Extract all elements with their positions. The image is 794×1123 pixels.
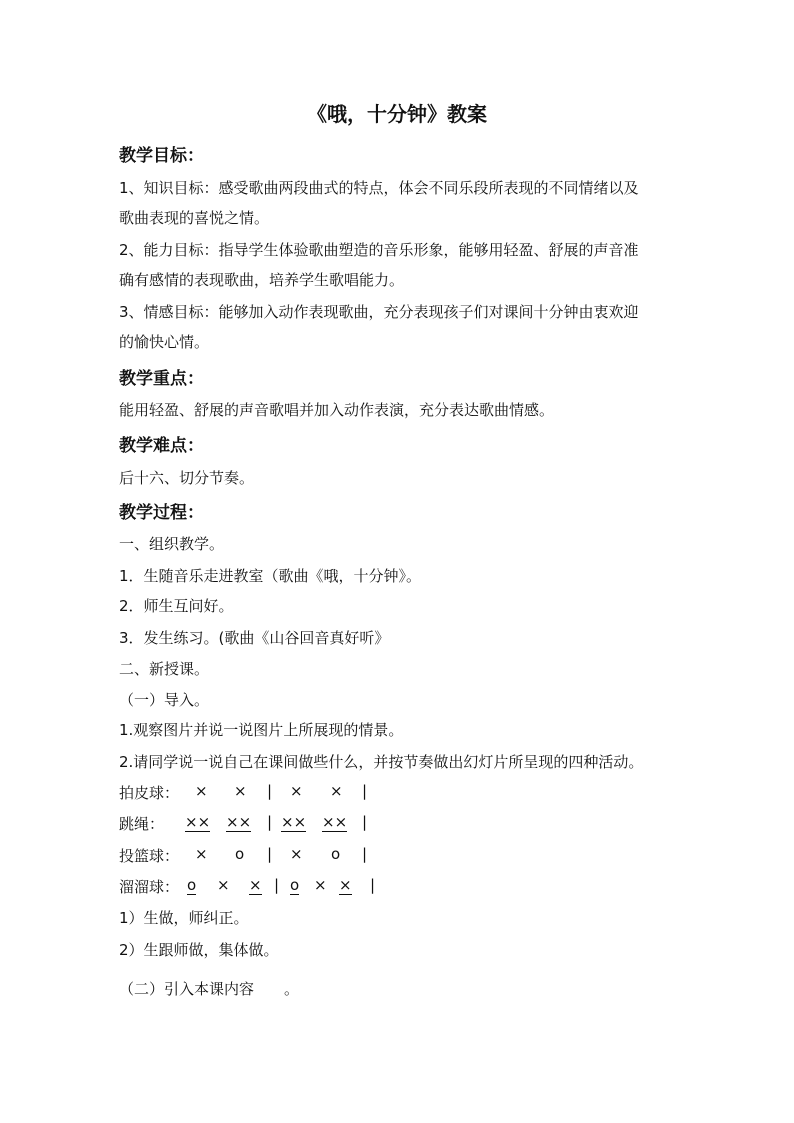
rhythm-mark: × bbox=[217, 876, 230, 894]
rhythm-mark: o bbox=[187, 876, 197, 894]
goals-heading: 教学目标： bbox=[119, 146, 204, 166]
goal-2-line-1: 2、能力目标：指导学生体验歌曲塑造的音乐形象，能够用轻盈、舒展的声音准 bbox=[119, 241, 639, 259]
rhythm-mark: × bbox=[195, 845, 208, 863]
rhythm-mark: × bbox=[290, 782, 303, 800]
process-line: 一、组织教学。 bbox=[119, 535, 225, 553]
document-title: 《哦，十分钟》教案 bbox=[307, 102, 487, 126]
rhythm-mark: × bbox=[339, 876, 352, 894]
rhythm-row-pat-ball bbox=[119, 782, 539, 804]
rhythm-bar: | bbox=[362, 782, 368, 800]
rhythm-row-basketball bbox=[119, 845, 539, 867]
rhythm-bar: | bbox=[267, 782, 273, 800]
process-line: 1．生随音乐走进教室（歌曲《哦，十分钟》。 bbox=[119, 567, 422, 585]
rhythm-mark: o bbox=[331, 845, 341, 863]
process-after-line: 2）生跟师做，集体做。 bbox=[119, 941, 279, 959]
goal-3-line-2: 的愉快心情。 bbox=[119, 333, 210, 351]
rhythm-label: 拍皮球： bbox=[119, 784, 180, 802]
rhythm-bar: | bbox=[362, 813, 368, 831]
process-line: 1.观察图片并说一说图片上所展现的情景。 bbox=[119, 721, 404, 739]
rhythm-label: 溜溜球： bbox=[119, 878, 180, 896]
process-after-line: 1）生做，师纠正。 bbox=[119, 909, 249, 927]
process-line: （一）导入。 bbox=[119, 691, 210, 709]
rhythm-mark: × bbox=[195, 782, 208, 800]
difficulty-heading: 教学难点： bbox=[119, 436, 204, 456]
rhythm-mark: ×× bbox=[281, 813, 307, 831]
rhythm-mark: ×× bbox=[185, 813, 211, 831]
rhythm-bar: | bbox=[274, 876, 280, 894]
goal-1-line-1: 1、知识目标：感受歌曲两段曲式的特点，体会不同乐段所表现的不同情绪以及 bbox=[119, 179, 639, 197]
focus-text: 能用轻盈、舒展的声音歌唱并加入动作表演，充分表达歌曲情感。 bbox=[119, 401, 555, 419]
rhythm-bar: | bbox=[267, 813, 273, 831]
goal-1-line-2: 歌曲表现的喜悦之情。 bbox=[119, 209, 270, 227]
rhythm-label: 投篮球： bbox=[119, 847, 180, 865]
rhythm-mark: × bbox=[330, 782, 343, 800]
process-line: 3．发生练习。(歌曲《山谷回音真好听》 bbox=[119, 629, 390, 647]
rhythm-mark: × bbox=[314, 876, 327, 894]
rhythm-mark: ×× bbox=[322, 813, 348, 831]
process-last-line: （二）引入本课内容 。 bbox=[119, 980, 300, 998]
process-heading: 教学过程： bbox=[119, 503, 204, 523]
rhythm-mark: o bbox=[290, 876, 300, 894]
goal-3-line-1: 3、情感目标：能够加入动作表现歌曲，充分表现孩子们对课间十分钟由衷欢迎 bbox=[119, 303, 639, 321]
focus-heading: 教学重点： bbox=[119, 369, 204, 389]
rhythm-mark: ×× bbox=[226, 813, 252, 831]
process-line: 2.请同学说一说自己在课间做些什么，并按节奏做出幻灯片所呈现的四种活动。 bbox=[119, 753, 644, 771]
process-line: 2．师生互问好。 bbox=[119, 597, 234, 615]
rhythm-bar: | bbox=[267, 845, 273, 863]
rhythm-mark: × bbox=[249, 876, 262, 894]
rhythm-mark: × bbox=[234, 782, 247, 800]
rhythm-label: 跳绳： bbox=[119, 815, 165, 833]
rhythm-mark: o bbox=[235, 845, 245, 863]
process-line: 二、新授课。 bbox=[119, 660, 210, 678]
rhythm-row-jump-rope bbox=[119, 813, 539, 835]
rhythm-bar: | bbox=[362, 845, 368, 863]
rhythm-bar: | bbox=[370, 876, 376, 894]
difficulty-text: 后十六、切分节奏。 bbox=[119, 469, 255, 487]
rhythm-mark: × bbox=[290, 845, 303, 863]
goal-2-line-2: 确有感情的表现歌曲，培养学生歌唱能力。 bbox=[119, 271, 405, 289]
rhythm-row-yoyo bbox=[119, 876, 539, 898]
